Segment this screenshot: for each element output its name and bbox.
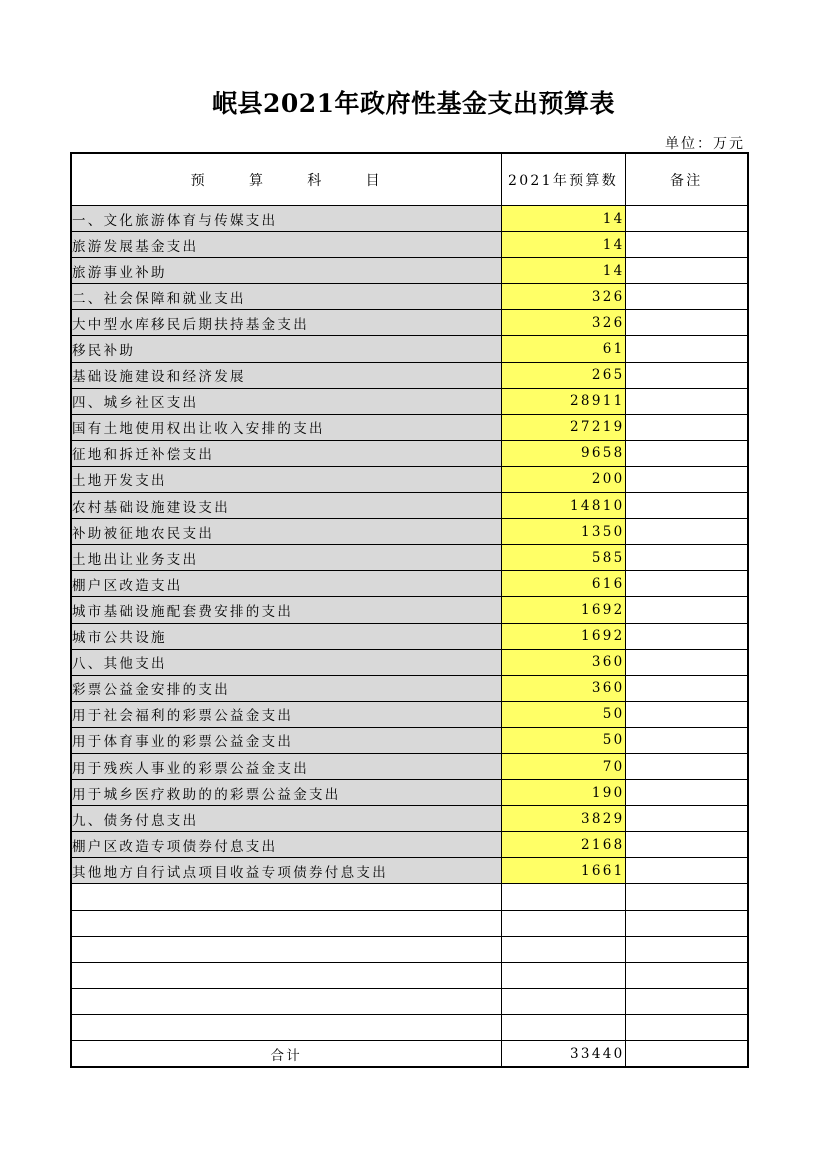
blank-cell [71,936,501,962]
table-row [71,336,748,362]
row-subject: 国有土地使用权出让收入安排的支出 [71,414,501,440]
row-amount: 265 [501,362,625,388]
row-note [625,571,748,597]
page-title: 岷县2021年政府性基金支出预算表 [211,89,616,118]
row-amount: 2168 [501,832,625,858]
row-subject: 四、城乡社区支出 [71,388,501,414]
blank-cell [625,1014,748,1040]
table-row [71,753,748,779]
header-subject [71,153,501,206]
row-subject: 八、其他支出 [71,649,501,675]
table-row [71,232,748,258]
row-amount: 200 [501,466,625,492]
blank-cell [501,884,625,910]
blank-cell [501,988,625,1014]
total-amount: 33440 [501,1041,625,1068]
row-note [625,284,748,310]
table-row [71,675,748,701]
table-row [71,414,748,440]
blank-cell [625,988,748,1014]
table-row [71,310,748,336]
table-row [71,519,748,545]
row-note [625,310,748,336]
row-subject: 城市公共设施 [71,623,501,649]
row-note [625,780,748,806]
header-subject-char: 科 [307,172,324,189]
row-subject: 九、债务付息支出 [71,806,501,832]
table-row [71,858,748,884]
blank-row [71,988,748,1014]
row-note [625,519,748,545]
row-amount: 326 [501,284,625,310]
table-row [71,806,748,832]
row-note [625,675,748,701]
blank-cell [71,1014,501,1040]
row-amount: 1661 [501,858,625,884]
row-subject: 补助被征地农民支出 [71,519,501,545]
row-subject: 旅游发展基金支出 [71,232,501,258]
blank-cell [625,962,748,988]
row-note [625,258,748,284]
row-subject: 一、文化旅游体育与传媒支出 [71,206,501,232]
row-amount: 190 [501,780,625,806]
row-subject: 棚户区改造专项债券付息支出 [71,832,501,858]
row-subject: 基础设施建设和经济发展 [71,362,501,388]
row-subject: 移民补助 [71,336,501,362]
table-row [71,649,748,675]
row-note [625,545,748,571]
blank-cell [501,910,625,936]
row-subject: 土地出让业务支出 [71,545,501,571]
table-row [71,466,748,492]
row-note [625,336,748,362]
total-label: 合计 [71,1041,501,1068]
row-note [625,649,748,675]
row-amount: 1350 [501,519,625,545]
table-row [71,362,748,388]
row-amount: 14810 [501,493,625,519]
table-row [71,701,748,727]
row-note [625,623,748,649]
blank-row [71,910,748,936]
row-amount: 14 [501,232,625,258]
row-amount: 9658 [501,440,625,466]
table-row [71,258,748,284]
blank-row [71,884,748,910]
row-amount: 27219 [501,414,625,440]
row-amount: 1692 [501,623,625,649]
row-amount: 50 [501,727,625,753]
table-row [71,832,748,858]
header-subject-char: 算 [248,172,266,189]
blank-cell [71,988,501,1014]
table-row [71,493,748,519]
row-note [625,727,748,753]
row-amount: 585 [501,545,625,571]
table-row [71,780,748,806]
row-subject: 二、社会保障和就业支出 [71,284,501,310]
row-note [625,493,748,519]
row-subject: 农村基础设施建设支出 [71,493,501,519]
row-subject: 用于城乡医疗救助的的彩票公益金支出 [71,780,501,806]
row-note [625,806,748,832]
row-amount: 14 [501,206,625,232]
row-note [625,206,748,232]
row-subject: 其他地方自行试点项目收益专项债券付息支出 [71,858,501,884]
row-note [625,388,748,414]
blank-row [71,962,748,988]
blank-row [71,1014,748,1040]
row-note [625,858,748,884]
header-subject-char: 预 [190,172,207,189]
table-body [71,206,748,1041]
blank-cell [501,936,625,962]
row-note [625,362,748,388]
row-amount: 360 [501,649,625,675]
row-note [625,440,748,466]
row-amount: 70 [501,753,625,779]
blank-cell [625,936,748,962]
row-subject: 大中型水库移民后期扶持基金支出 [71,310,501,336]
row-subject: 旅游事业补助 [71,258,501,284]
blank-cell [71,884,501,910]
row-amount: 616 [501,571,625,597]
header-subject-char: 目 [365,172,382,189]
row-subject: 土地开发支出 [71,466,501,492]
table-row [71,571,748,597]
table-row [71,206,748,232]
blank-row [71,936,748,962]
row-subject: 城市基础设施配套费安排的支出 [71,597,501,623]
header-note: 备注 [625,153,748,206]
row-subject: 用于残疾人事业的彩票公益金支出 [71,753,501,779]
table-row [71,545,748,571]
blank-cell [625,910,748,936]
table-row [71,597,748,623]
row-amount: 50 [501,701,625,727]
blank-cell [501,1014,625,1040]
row-subject: 棚户区改造支出 [71,571,501,597]
budget-table [70,152,749,1068]
row-subject: 彩票公益金安排的支出 [71,675,501,701]
row-amount: 1692 [501,597,625,623]
table-row [71,388,748,414]
row-note [625,753,748,779]
row-subject: 征地和拆迁补偿支出 [71,440,501,466]
unit-label: 单位：万元 [665,136,745,152]
blank-cell [501,962,625,988]
row-amount: 61 [501,336,625,362]
row-note [625,466,748,492]
total-row [71,1041,748,1068]
table-row [71,727,748,753]
header-amount: 2021年预算数 [501,153,625,206]
blank-cell [71,962,501,988]
blank-cell [625,884,748,910]
row-amount: 326 [501,310,625,336]
row-amount: 360 [501,675,625,701]
row-note [625,597,748,623]
total-note-cell [625,1041,748,1068]
table-row [71,284,748,310]
table-row [71,440,748,466]
table-header-row [71,153,748,206]
row-amount: 3829 [501,806,625,832]
row-subject: 用于体育事业的彩票公益金支出 [71,727,501,753]
row-amount: 28911 [501,388,625,414]
table-row [71,623,748,649]
row-note [625,701,748,727]
row-note [625,232,748,258]
blank-cell [71,910,501,936]
row-note [625,832,748,858]
row-note [625,414,748,440]
row-amount: 14 [501,258,625,284]
row-subject: 用于社会福利的彩票公益金支出 [71,701,501,727]
